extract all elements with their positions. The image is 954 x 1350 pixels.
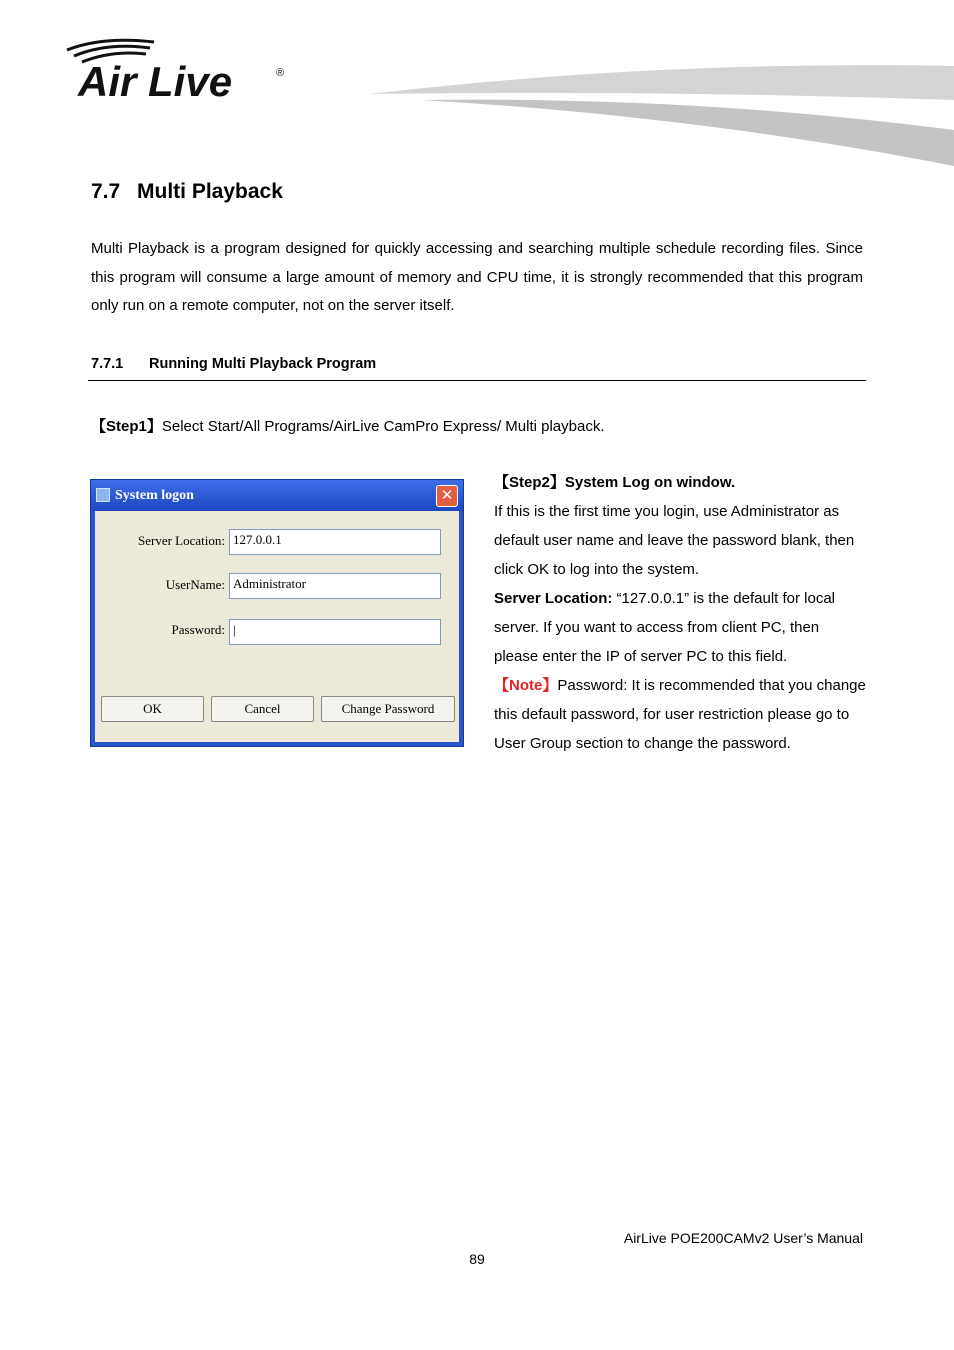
change-password-button[interactable]: Change Password — [321, 696, 455, 722]
step1-paragraph — [91, 415, 605, 436]
password-input[interactable]: | — [229, 619, 441, 645]
server-location-term: Server Location: — [494, 590, 613, 607]
server-location-desc — [494, 584, 866, 671]
server-location-text: “127.0.0.1” is the default for local server. If you want to access from client PC, then please enter the IP of server PC to this field. — [494, 590, 836, 665]
username-label: UserName: — [165, 577, 225, 592]
section-title: Multi Playback — [137, 180, 283, 203]
window-icon — [96, 488, 110, 502]
step1-text: Select Start/All Programs/AirLive CamPro Express/ Multi playback. — [161, 418, 605, 435]
ok-button[interactable]: OK — [101, 696, 204, 722]
cancel-button[interactable]: Cancel — [211, 696, 314, 722]
step2-column — [494, 468, 866, 758]
footer-manual-title: AirLive POE200CAMv2 User’s Manual — [623, 1230, 863, 1246]
section-number: 7.7 — [91, 180, 121, 203]
note-label: 【Note】 — [494, 677, 558, 694]
server-location-input[interactable]: 127.0.0.1 — [229, 529, 441, 555]
intro-paragraph: Multi Playback is a program designed for quickly accessing and searching multiple schedule recording files. Since this program will consume a large amount of memory and CPU time, it is strongly recommended that this program only run on a remote computer, not on the server itself. — [91, 240, 863, 314]
dialog-title: System logon — [115, 488, 194, 503]
step2-intro: If this is the first time you login, use Administrator as default user name and leave the password blank, then click OK to log into the system. — [494, 503, 855, 578]
subsection-title: Running Multi Playback Program — [149, 356, 377, 372]
subsection-number: 7.7.1 — [91, 356, 124, 372]
step2-heading: 【Step2】System Log on window. — [494, 474, 736, 491]
page-number: 89 — [469, 1251, 485, 1267]
logo-registered-mark: ® — [276, 67, 285, 79]
header-swoosh — [360, 60, 954, 170]
dialog-body — [95, 511, 459, 742]
note-text: Password: It is recommended that you change this default password, for user restriction please go to User Group section to change the password. — [494, 677, 866, 752]
close-icon: ✕ — [440, 487, 454, 504]
note-paragraph — [494, 671, 866, 758]
close-button[interactable] — [436, 485, 458, 507]
logo-text: Air Live — [78, 58, 233, 102]
username-input[interactable]: Administrator — [229, 573, 441, 599]
subsection-rule — [88, 380, 866, 381]
section-heading — [91, 180, 283, 204]
password-label: Password: — [171, 622, 225, 637]
server-location-label: Server Location: — [138, 533, 225, 548]
subsection-heading — [91, 356, 376, 372]
step1-label: 【Step1】 — [91, 418, 162, 435]
dialog-titlebar — [91, 480, 463, 511]
system-logon-dialog — [90, 479, 464, 747]
airlive-logo — [62, 36, 292, 102]
